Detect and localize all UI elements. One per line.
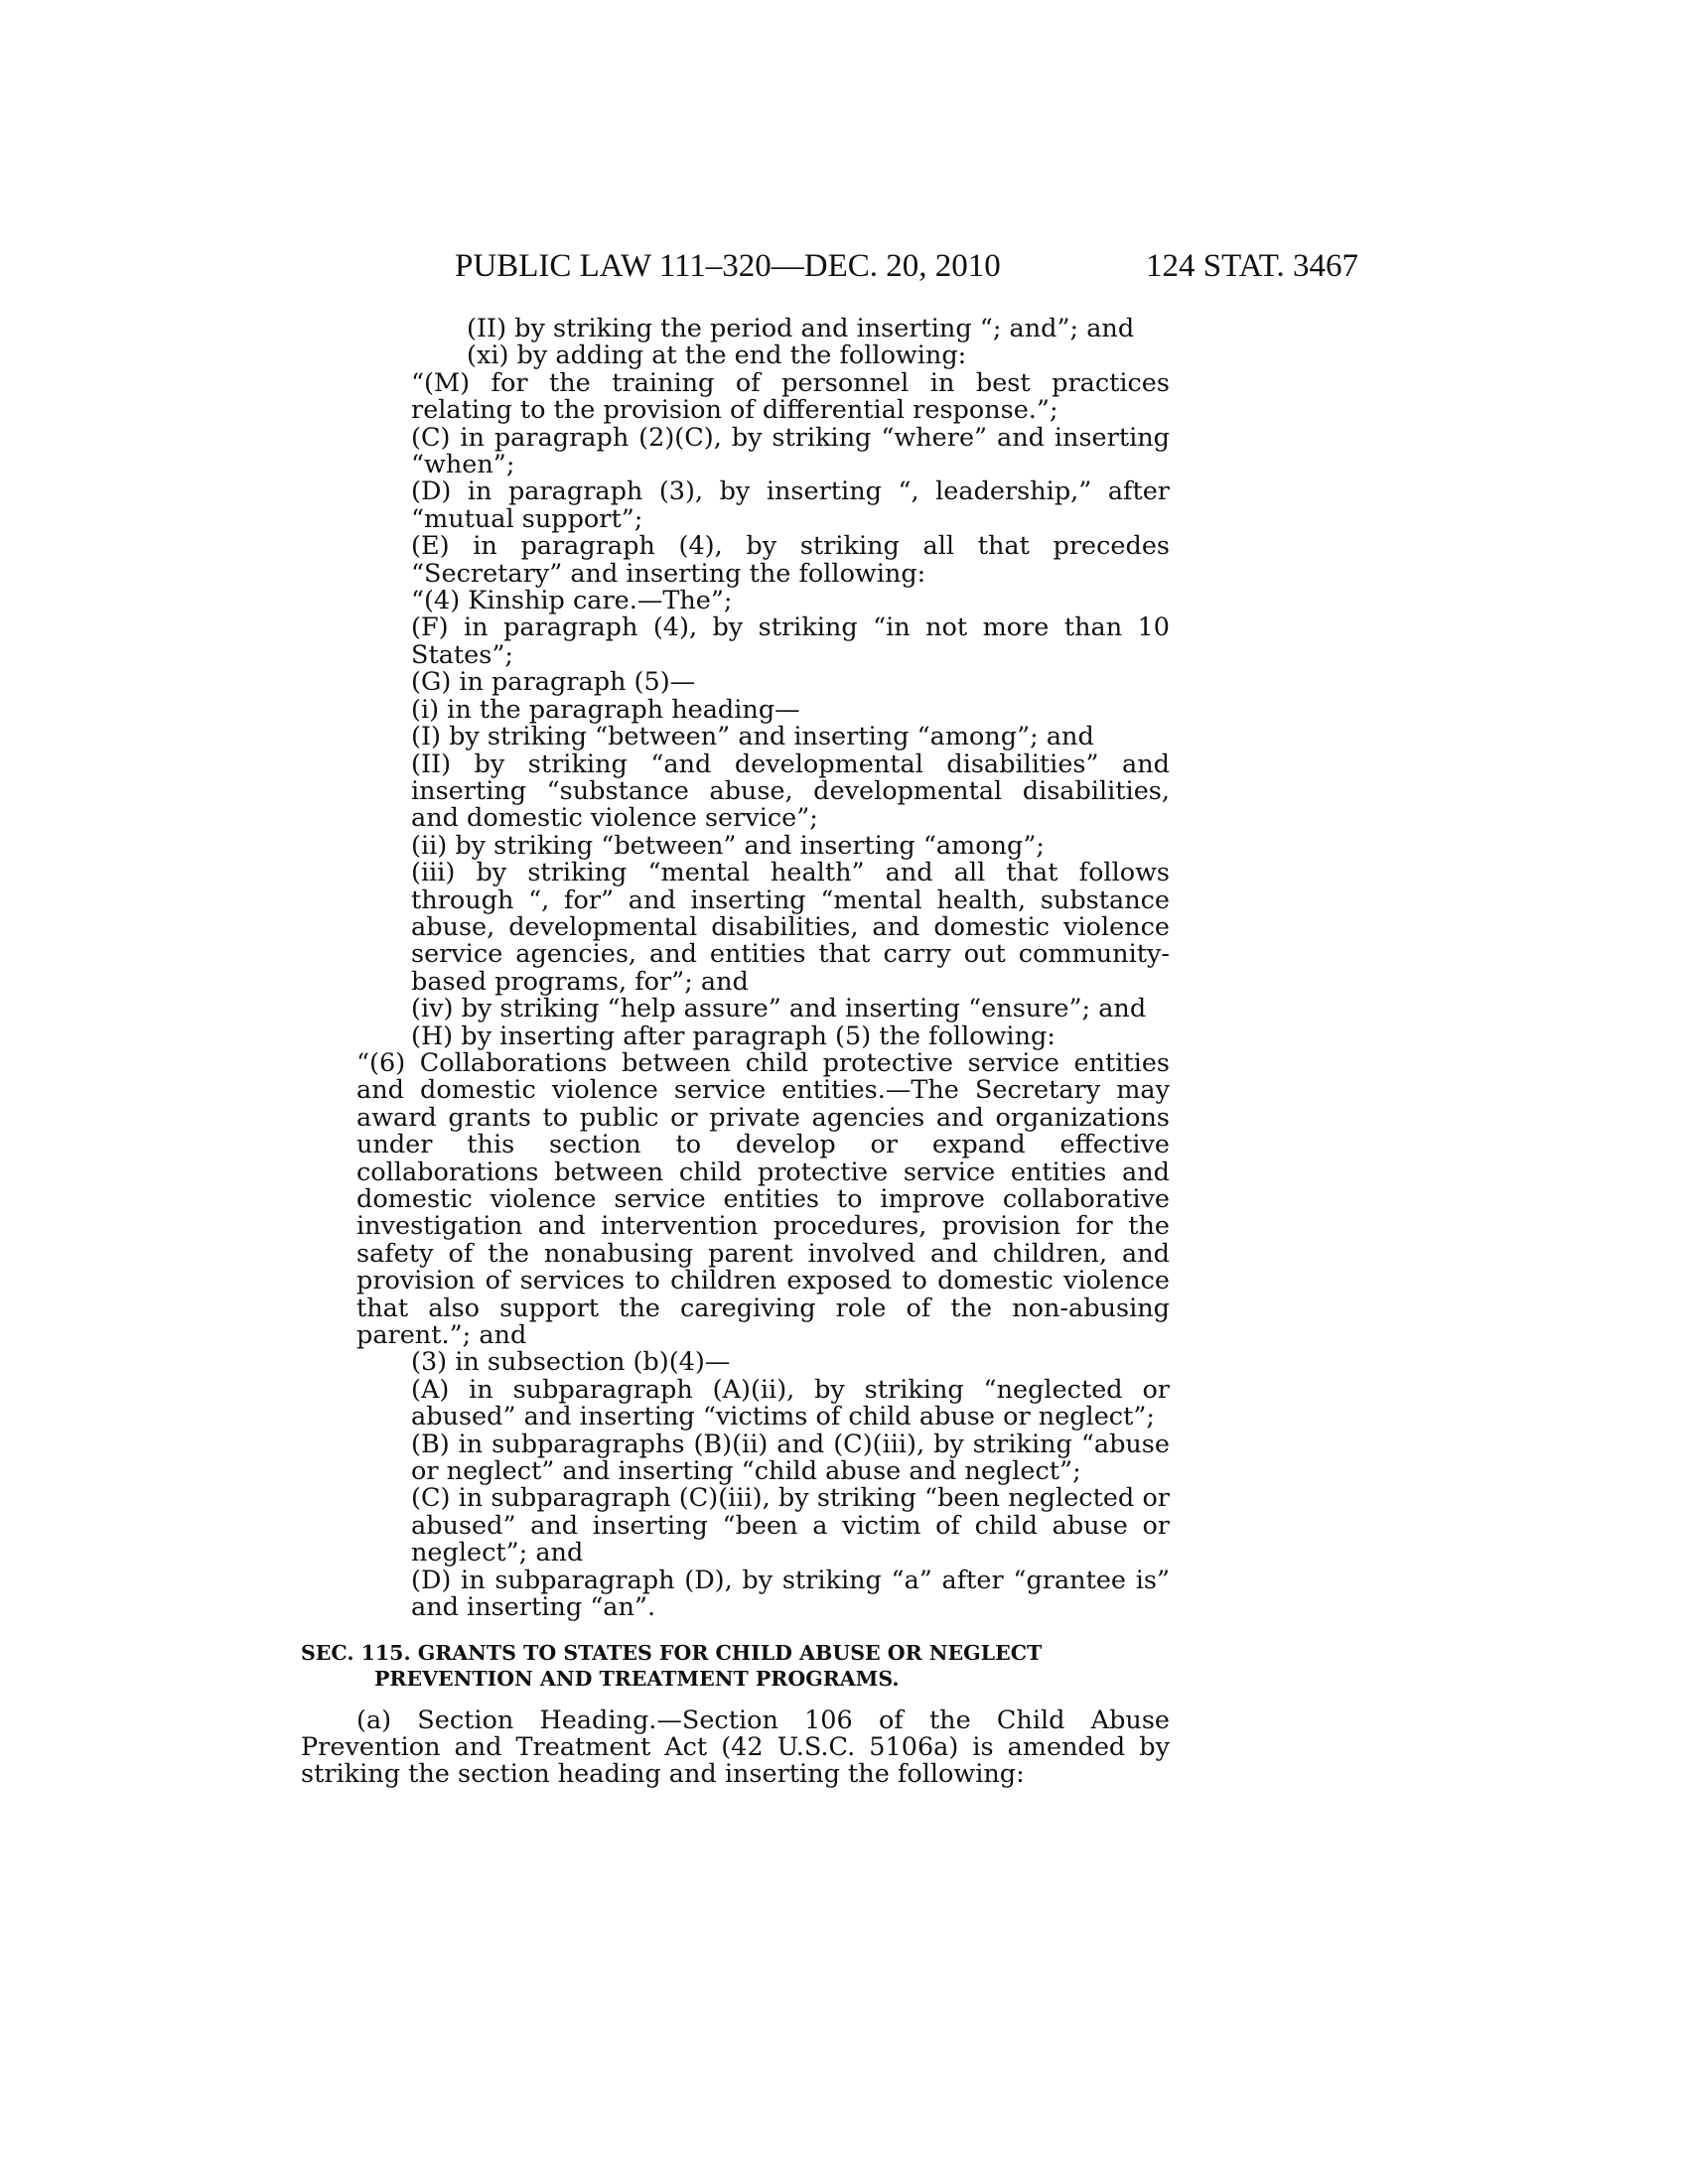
subparagraph-C: (C) in paragraph (2)(C), by striking “where” and inserting “when”;: [411, 422, 1170, 480]
clause-II-period: (II) by striking the period and inserting “; and”; and: [467, 314, 1135, 343]
subparagraph-D-2: (D) in subparagraph (D), by striking “a” after “grantee is” and inserting “an”.: [411, 1565, 1170, 1623]
clause-ii: (ii) by striking “between” and inserting “among”;: [411, 830, 1045, 861]
header-statute-page: 124 STAT. 3467: [1145, 248, 1358, 284]
subparagraph-C-2: (C) in subparagraph (C)(iii), by striking “been neglected or abused” and inserting “been a victim of child abuse or neglect”; and: [411, 1483, 1170, 1569]
quoted-subparagraph-M: “(M) for the training of personnel in best practices relating to the provision of differential response.”;: [411, 367, 1170, 426]
subparagraph-H: (H) by inserting after paragraph (5) the following:: [411, 1021, 1055, 1051]
subparagraph-A: (A) in subparagraph (A)(ii), by striking “neglected or abused” and inserting “victims of child abuse or neglect”;: [411, 1374, 1170, 1433]
clause-xi: (xi) by adding at the end the following:: [467, 341, 967, 371]
subparagraph-B: (B) in subparagraphs (B)(ii) and (C)(iii), by striking “abuse or neglect” and inserting “child abuse and neglect”;: [411, 1429, 1170, 1487]
quoted-kinship-care: “(4) Kinship care.—The”;: [411, 586, 733, 616]
paragraph-3: (3) in subsection (b)(4)—: [411, 1347, 731, 1378]
subparagraph-G: (G) in paragraph (5)—: [411, 667, 696, 698]
quoted-paragraph-6: “(6) Collaborations between child protective service entities and domestic violence service entities.—The Secretary may award grants to public or private agencies and organizations under this section to develop or expand effective collaborations between child protective service entities and domestic violence service entities to improve collaborative investigation and intervention procedures, provision for the safety of the nonabusing parent involved and children, and provision of services to children exposed to domestic violence that also support the caregiving role of the non-abusing parent.”; and: [356, 1047, 1170, 1351]
header-public-law: PUBLIC LAW 111–320—DEC. 20, 2010: [455, 248, 1001, 284]
subparagraph-E: (E) in paragraph (4), by striking all that precedes “Secretary” and inserting the following:: [411, 531, 1170, 589]
subsection-a: (a) Section Heading.—Section 106 of the Child Abuse Prevention and Treatment Act (42 U.S.C. 5106a) is amended by striking the section heading and inserting the following:: [301, 1705, 1170, 1790]
subparagraph-D: (D) in paragraph (3), by inserting “, leadership,” after “mutual support”;: [411, 477, 1170, 534]
clause-iii: (iii) by striking “mental health” and all that follows through “, for” and inserting “mental health, substance abuse, developmental disabilities, and domestic violence service agencies, and entities that carry out community-based programs, for”; and: [411, 858, 1170, 997]
subparagraph-F: (F) in paragraph (4), by striking “in not more than 10 States”;: [411, 613, 1170, 670]
subclause-I: (I) by striking “between” and inserting “among”; and: [411, 722, 1094, 752]
document-body: [301, 316, 1170, 1789]
subclause-II: (II) by striking “and developmental disabilities” and inserting “substance abuse, developmental disabilities, and domestic violence service”;: [411, 749, 1170, 834]
running-header: [455, 246, 1358, 286]
section-115-heading: SEC. 115. GRANTS TO STATES FOR CHILD ABUSE OR NEGLECT PREVENTION AND TREATMENT PROGRAMS.: [301, 1640, 1043, 1691]
clause-i: (i) in the paragraph heading—: [411, 694, 800, 725]
clause-iv: (iv) by striking “help assure” and inserting “ensure”; and: [411, 994, 1147, 1024]
